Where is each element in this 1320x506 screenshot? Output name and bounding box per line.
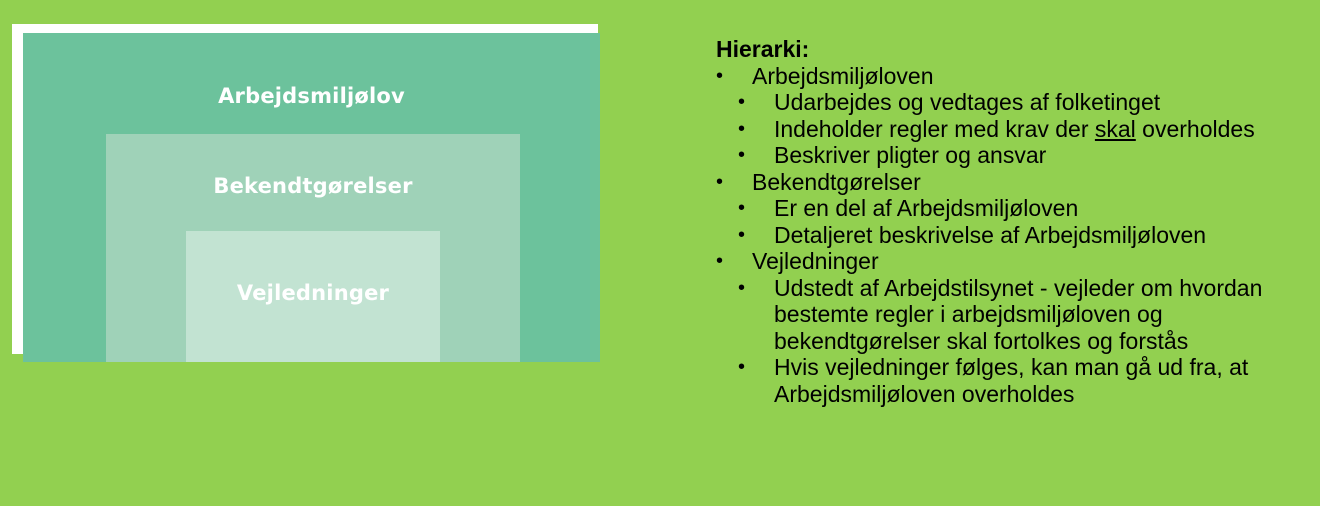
- bullet-icon: •: [738, 91, 746, 113]
- bullet-icon: •: [716, 64, 724, 87]
- list-item-bekendtgorelser: [716, 169, 1316, 196]
- bullet-icon: •: [716, 170, 724, 193]
- bullet-icon: •: [738, 223, 746, 246]
- sub-list-item: [716, 275, 1316, 355]
- sub-list-item-text: Detaljeret beskrivelse af Arbejdsmiljøloven: [774, 221, 1207, 248]
- bullet-icon: •: [738, 197, 746, 219]
- sub-list-item: [716, 116, 1316, 143]
- list-item-vejledninger: [716, 248, 1316, 275]
- sub-list-item-text: Er en del af Arbejdsmiljøloven: [774, 195, 1079, 221]
- list-item-label: Vejledninger: [752, 248, 879, 274]
- sub-list-item-text: Udstedt af Arbejdstilsynet - vejleder om hvordan bestemte regler i arbejdsmiljøloven og bekendtgørelser skal fortolkes og forstås: [774, 274, 1263, 354]
- vejledninger-box: [186, 231, 440, 362]
- sub-list-item: [716, 354, 1316, 407]
- sub-list-item: [716, 89, 1316, 116]
- sub-list-item-text: Udarbejdes og vedtages af folketinget: [774, 89, 1161, 115]
- sub-list-item: [716, 195, 1316, 222]
- notes-title: Hierarki:: [716, 36, 810, 62]
- bekendtgorelser-label: Bekendtgørelser: [213, 174, 413, 198]
- sub-list-item-text-before: Indeholder regler med krav der: [774, 115, 1095, 142]
- sub-list-item: [716, 222, 1316, 249]
- bullet-icon: •: [738, 144, 746, 166]
- list-item-arbejdsmiljoloven: [716, 63, 1316, 90]
- sub-list-item-text-after: overholdes: [1135, 115, 1255, 142]
- vejledninger-label: Vejledninger: [236, 281, 390, 305]
- bullet-icon: •: [738, 117, 746, 140]
- arbejdsmiljolov-label: Arbejdsmiljølov: [218, 84, 405, 108]
- hierarchy-notes: [716, 36, 1316, 407]
- sub-list-item-text: Hvis vejledninger følges, kan man gå ud fra, at Arbejdsmiljøloven overholdes: [774, 354, 1249, 407]
- list-item-label: Arbejdsmiljøloven: [752, 62, 934, 89]
- bullet-icon: •: [738, 276, 746, 299]
- sub-list-item: [716, 142, 1316, 169]
- sub-list-item-text: Beskriver pligter og ansvar: [774, 142, 1047, 168]
- level1-list: [716, 63, 1316, 408]
- underlined-word: skal: [1094, 115, 1136, 142]
- list-item-label: Bekendtgørelser: [752, 168, 921, 195]
- hierarchy-diagram: [12, 24, 598, 354]
- bullet-icon: •: [738, 356, 746, 378]
- bullet-icon: •: [716, 250, 724, 272]
